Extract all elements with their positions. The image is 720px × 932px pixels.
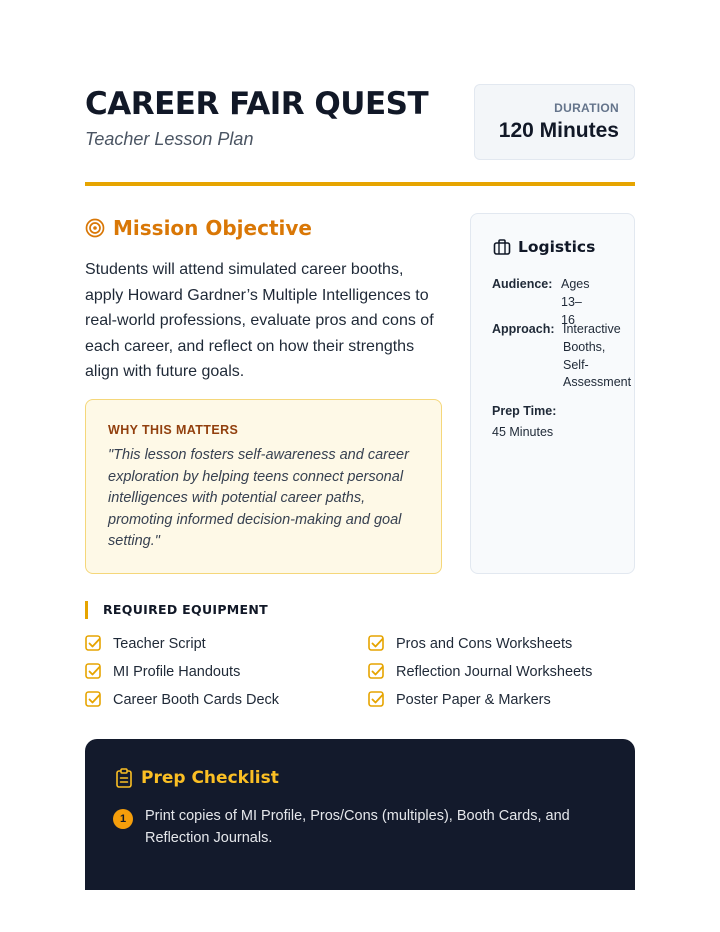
approach-value-line1: Interactive: [563, 322, 621, 336]
target-icon: [85, 218, 105, 238]
equipment-item: [85, 635, 206, 652]
why-this-matters-card: [85, 399, 442, 574]
equipment-item-label: Reflection Journal Worksheets: [396, 663, 593, 680]
duration-label: DURATION: [554, 101, 619, 115]
step-text: Print copies of MI Profile, Pros/Cons (multiples), Booth Cards, and Reflection Journals.: [145, 808, 570, 846]
checkbox-checked-icon: [368, 663, 385, 680]
equipment-item-label: Career Booth Cards Deck: [113, 691, 280, 708]
equipment-heading: REQUIRED EQUIPMENT: [85, 601, 268, 619]
page-title: CAREER FAIR QUEST: [85, 86, 429, 122]
equipment-item-label: Teacher Script: [113, 635, 206, 652]
audience-value-line1: Ages: [561, 277, 590, 291]
logistics-heading: [493, 238, 595, 256]
prep-checklist-panel: [85, 739, 635, 890]
lesson-plan-page: [85, 0, 635, 932]
step-number-badge: 1: [113, 809, 133, 829]
prep-checklist-title: Prep Checklist: [141, 768, 279, 788]
checkbox-checked-icon: [85, 691, 102, 708]
equipment-item-label: MI Profile Handouts: [113, 663, 241, 680]
equipment-item: [368, 691, 551, 708]
prep-time-value: 45 Minutes: [492, 425, 554, 439]
equipment-item-label: Pros and Cons Worksheets: [396, 635, 573, 652]
audience-label: Audience:: [492, 277, 553, 291]
page-subtitle: Teacher Lesson Plan: [85, 129, 254, 149]
header-divider: [85, 182, 635, 186]
logistics-title: Logistics: [518, 238, 596, 256]
equipment-item: [368, 635, 572, 652]
checkbox-checked-icon: [368, 691, 385, 708]
equipment-item: [85, 663, 240, 680]
mission-title: Mission Objective: [113, 216, 312, 240]
approach-label: Approach:: [492, 322, 555, 336]
prep-checklist-heading: [115, 768, 279, 788]
duration-card: [474, 84, 635, 160]
approach-value-line2: Booths,: [563, 339, 606, 354]
briefcase-icon: [493, 238, 511, 256]
equipment-item-label: Poster Paper & Markers: [396, 691, 551, 708]
prep-time-label: Prep Time:: [492, 404, 557, 418]
header: [85, 84, 635, 174]
mission-heading: [85, 214, 312, 242]
equipment-item: [368, 663, 592, 680]
checkbox-checked-icon: [368, 635, 385, 652]
logistics-card: [470, 213, 635, 574]
approach-value-line4: Assessment: [563, 375, 632, 390]
equipment-item: [85, 691, 279, 708]
duration-value: 120 Minutes: [498, 119, 619, 142]
why-quote: "This lesson fosters self-awareness and career exploration by helping teens connect personal intelligences with potential career paths, promoting informed decision-making and goal setting.": [108, 447, 409, 549]
mission-text: Students will attend simulated career booths, apply Howard Gardner’s Multiple Intelligences to real-world professions, evaluate pros and cons of each career, and reflect on how their strengths align with future goals.: [85, 261, 434, 381]
checkbox-checked-icon: [85, 663, 102, 680]
clipboard-icon: [115, 768, 133, 788]
audience-value-line2: 13–16: [561, 294, 582, 327]
why-label: WHY THIS MATTERS: [108, 423, 239, 437]
approach-value-line3: Self-: [563, 357, 589, 372]
checkbox-checked-icon: [85, 635, 102, 652]
